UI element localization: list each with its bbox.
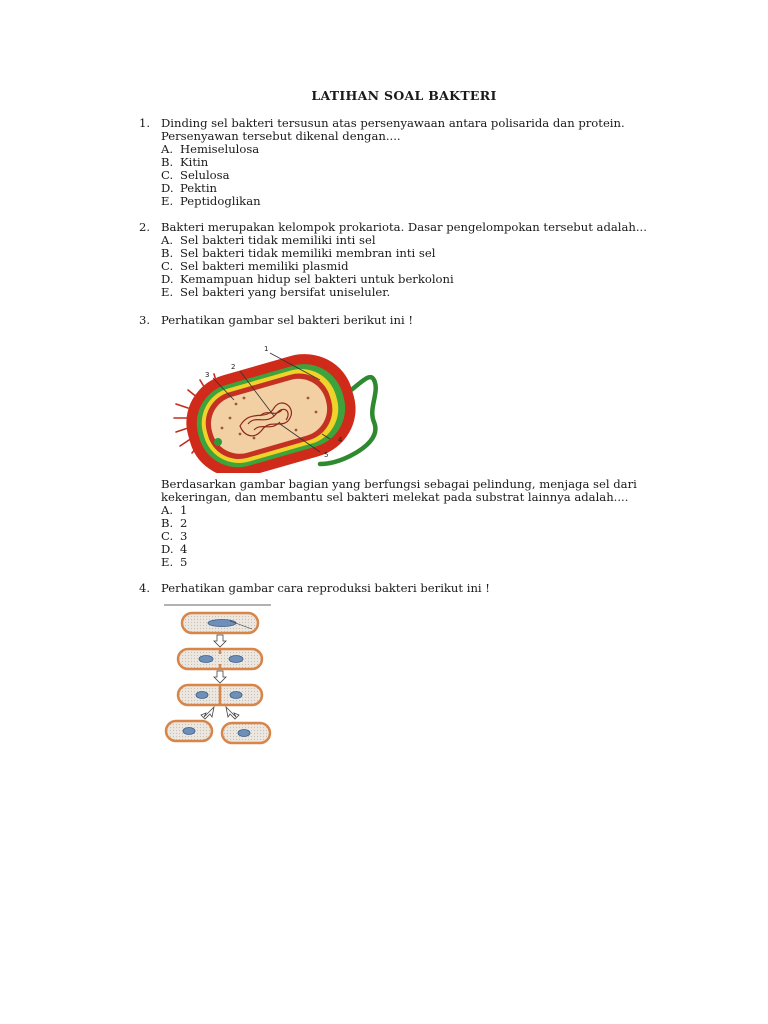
figure-label-1: 1 <box>264 345 269 353</box>
fission-stage-1 <box>182 613 258 633</box>
option-letter: B. <box>161 155 174 169</box>
option-e <box>161 556 641 569</box>
option-text: Sel bakteri memiliki plasmid <box>180 259 349 273</box>
option-text: Selulosa <box>180 168 230 182</box>
split-arrow-left-icon <box>201 707 214 719</box>
option-text: 1 <box>180 503 188 517</box>
figure-label-4: 4 <box>338 436 343 444</box>
figure-label-2: 2 <box>231 363 236 371</box>
option-text: Sel bakteri tidak memiliki inti sel <box>180 233 376 247</box>
option-letter: E. <box>161 555 174 569</box>
plasmid <box>214 438 222 446</box>
option-letter: A. <box>161 142 174 156</box>
option-text: Peptidoglikan <box>180 194 261 208</box>
question-number: 4. <box>139 581 151 595</box>
option-a <box>161 504 641 517</box>
option-c <box>161 169 641 182</box>
question-text: Dinding sel bakteri tersusun atas persenyawaan antara polisarida dan protein. <box>161 116 625 130</box>
option-letter: C. <box>161 259 174 273</box>
option-letter: B. <box>161 246 174 260</box>
option-text: 2 <box>180 516 188 530</box>
option-text: 3 <box>180 529 188 543</box>
split-arrow-right-icon <box>226 707 239 719</box>
binary-fission-figure <box>160 603 275 748</box>
question-text: Berdasarkan gambar bagian yang berfungsi sebagai pelindung, menjaga sel dari <box>161 477 637 491</box>
question-number: 1. <box>139 116 151 130</box>
option-letter: A. <box>161 503 174 517</box>
option-c <box>161 530 641 543</box>
fission-stage-4 <box>166 721 270 743</box>
option-d <box>161 543 641 556</box>
question-text: Perhatikan gambar sel bakteri berikut ini ! <box>161 313 414 327</box>
option-letter: A. <box>161 233 174 247</box>
option-letter: B. <box>161 516 174 530</box>
option-letter: D. <box>161 272 174 286</box>
option-b <box>161 517 641 530</box>
option-text: 4 <box>180 542 188 556</box>
option-text: Pektin <box>180 181 218 195</box>
option-text: Hemiselulosa <box>180 142 260 156</box>
down-arrow-icon <box>214 635 226 647</box>
question-text: Bakteri merupakan kelompok prokariota. Dasar pengelompokan tersebut adalah... <box>161 220 647 234</box>
document-title: LATIHAN SOAL BAKTERI <box>311 88 497 103</box>
option-letter: C. <box>161 168 174 182</box>
question-text: kekeringan, dan membantu sel bakteri melekat pada substrat lainnya adalah.... <box>161 490 629 504</box>
option-letter: E. <box>161 194 174 208</box>
option-a <box>161 143 641 156</box>
option-letter: D. <box>161 542 174 556</box>
figure-label-5: 5 <box>324 451 329 459</box>
option-b <box>161 156 641 169</box>
option-letter: E. <box>161 285 174 299</box>
down-arrow-icon <box>214 671 226 683</box>
option-e <box>161 195 641 208</box>
question-text: Perhatikan gambar cara reproduksi bakteri berikut ini ! <box>161 581 490 595</box>
bacteria-cell-figure <box>170 338 395 473</box>
fission-stage-3 <box>178 685 262 705</box>
question-text: Persenyawan tersebut dikenal dengan.... <box>161 129 401 143</box>
option-text: Sel bakteri tidak memiliki membran inti sel <box>180 246 436 260</box>
question-number: 2. <box>139 220 151 234</box>
option-e <box>161 286 641 299</box>
figure-label-3: 3 <box>205 371 210 379</box>
option-text: Kitin <box>180 155 209 169</box>
option-letter: D. <box>161 181 174 195</box>
option-text: Kemampuan hidup sel bakteri untuk berkoloni <box>180 272 454 286</box>
question-number: 3. <box>139 313 151 327</box>
option-letter: C. <box>161 529 174 543</box>
option-text: 5 <box>180 555 188 569</box>
fission-stage-2 <box>178 649 262 669</box>
option-text: Sel bakteri yang bersifat uniseluler. <box>180 285 391 299</box>
